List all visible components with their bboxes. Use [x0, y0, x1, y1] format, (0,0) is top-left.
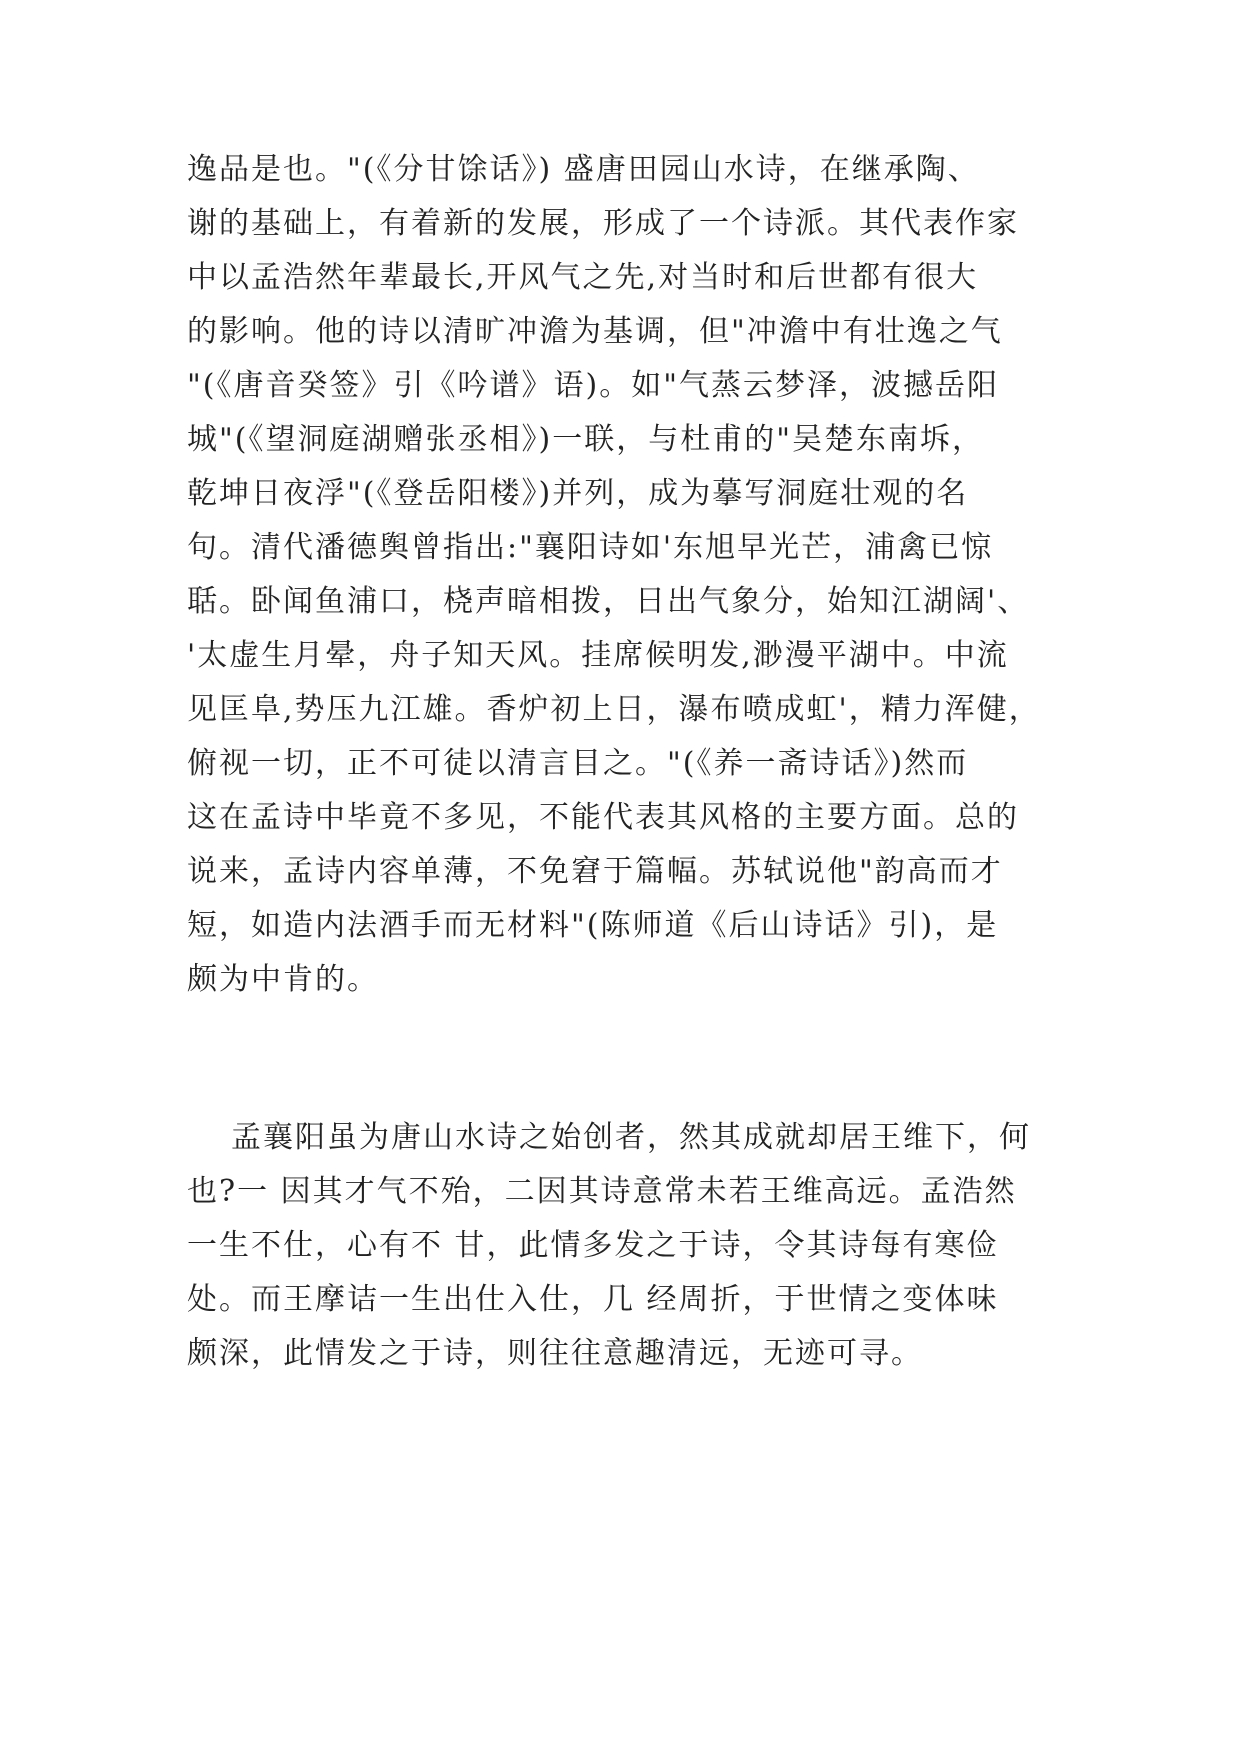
text-line: 说来，孟诗内容单薄，不免窘于篇幅。苏轼说他"韵高而才 — [187, 854, 1003, 889]
text-line: 这在孟诗中毕竟不多见，不能代表其风格的主要方面。总的 — [187, 800, 1019, 835]
text-line: "(《唐音癸签》引《吟谱》语)。如"气蒸云梦泽，波撼岳阳 — [187, 368, 1000, 403]
text-line: 谢的基础上，有着新的发展，形成了一个诗派。其代表作家 — [187, 206, 1019, 241]
text-line: 孟襄阳虽为唐山水诗之始创者，然其成就却居王维下，何 — [231, 1120, 1031, 1155]
text-line: 处。而王摩诘一生出仕入仕，几 经周折，于世情之变体味 — [187, 1282, 999, 1317]
text-line: 颇深，此情发之于诗，则往往意趣清远，无迹可寻。 — [187, 1336, 923, 1371]
text-line: 见匡阜,势压九江雄。香炉初上日，瀑布喷成虹'，精力浑健， — [187, 692, 1041, 727]
text-line: 句。清代潘德舆曾指出:"襄阳诗如'东旭早光芒，浦禽已惊 — [187, 530, 994, 565]
text-line: 的影响。他的诗以清旷冲澹为基调，但"冲澹中有壮逸之气 — [187, 314, 1003, 349]
text-line: '太虚生月晕，舟子知天风。挂席候明发,渺漫平湖中。中流 — [187, 638, 1009, 673]
text-line: 逸品是也。"(《分甘馀话》) 盛唐田园山水诗，在继承陶、 — [187, 152, 980, 187]
text-line: 城"(《望洞庭湖赠张丞相》)一联，与杜甫的"吴楚东南坼， — [187, 422, 985, 457]
text-line: 一生不仕，心有不 甘，此情多发之于诗，令其诗每有寒俭 — [187, 1228, 999, 1263]
text-line: 聒。卧闻鱼浦口，桡声暗相拨，日出气象分，始知江湖阔'、 — [187, 584, 1030, 619]
text-line: 短，如造内法酒手而无材料"(陈师道《后山诗话》引)，是 — [187, 908, 999, 943]
text-line: 颇为中肯的。 — [187, 962, 379, 997]
text-line: 乾坤日夜浮"(《登岳阳楼》)并列，成为摹写洞庭壮观的名 — [187, 476, 969, 511]
text-line: 俯视一切，正不可徒以清言目之。"(《养一斋诗话》)然而 — [187, 746, 969, 781]
text-line: 也?一 因其才气不殆，二因其诗意常未若王维高远。孟浩然 — [187, 1174, 1017, 1209]
text-line: 中以孟浩然年辈最长,开风气之先,对当时和后世都有很大 — [187, 260, 979, 295]
